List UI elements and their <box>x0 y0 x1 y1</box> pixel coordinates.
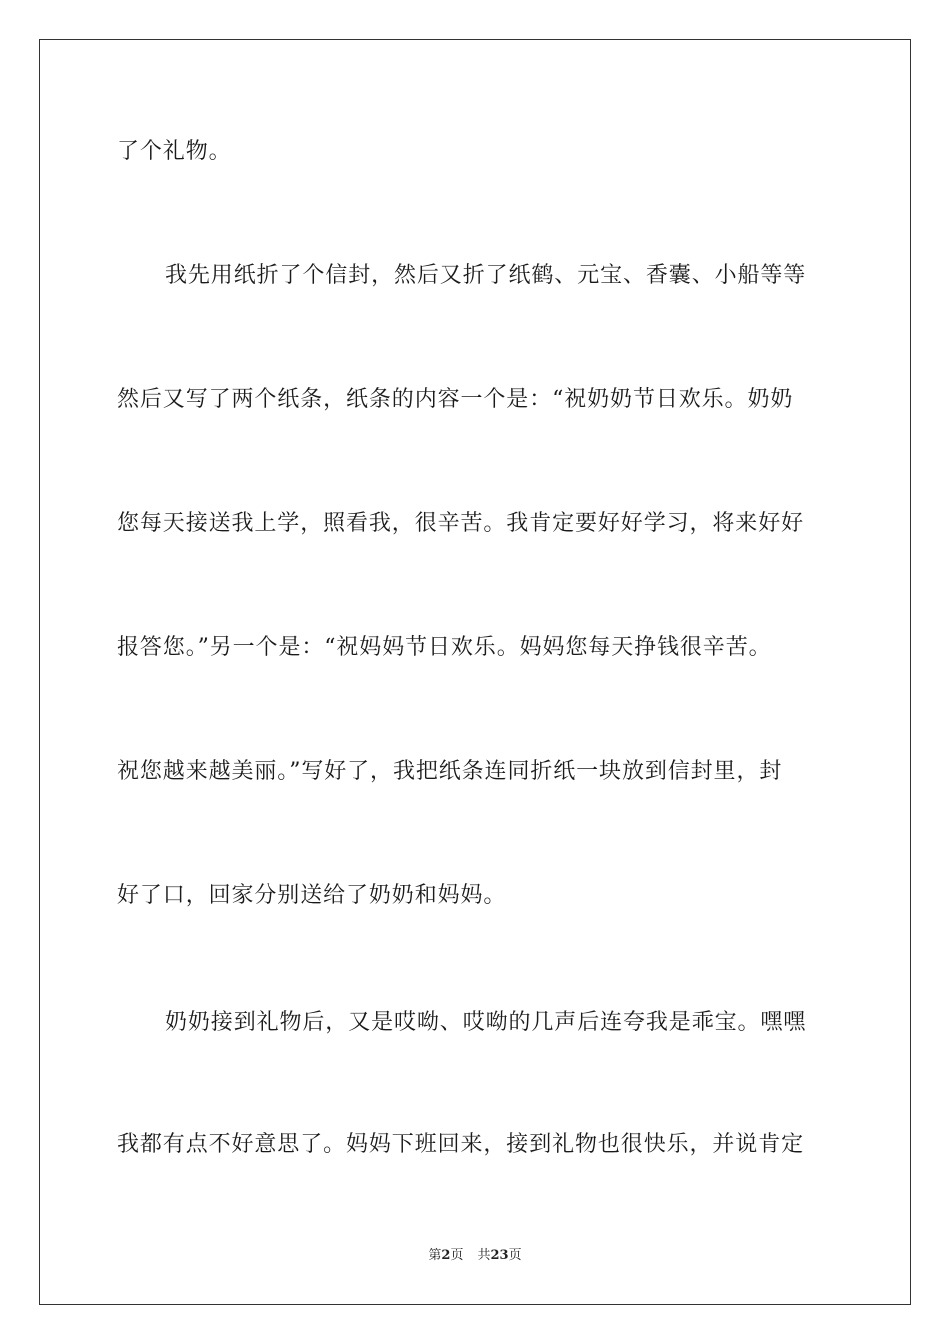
page-number: 2 <box>441 1248 451 1263</box>
total-prefix: 共 <box>477 1248 491 1263</box>
text-line-7: 好了口，回家分别送给了奶奶和妈妈。 <box>117 883 507 908</box>
page-border <box>39 39 911 1305</box>
text-line-6: 祝您越来越美丽。”写好了，我把纸条连同折纸一块放到信封里，封 <box>117 759 783 784</box>
page-suffix: 页 <box>450 1248 464 1263</box>
text-line-1: 了个礼物。 <box>117 139 232 164</box>
text-line-5: 报答您。”另一个是：“祝妈妈节日欢乐。妈妈您每天挣钱很辛苦。 <box>117 635 772 660</box>
total-suffix: 页 <box>508 1248 522 1263</box>
total-pages: 23 <box>490 1248 509 1263</box>
text-line-2: 我先用纸折了个信封，然后又折了纸鹤、元宝、香囊、小船等等 <box>165 263 807 288</box>
text-line-9: 我都有点不好意思了。妈妈下班回来，接到礼物也很快乐，并说肯定 <box>117 1132 805 1157</box>
text-line-8: 奶奶接到礼物后，又是哎呦、哎呦的几声后连夸我是乖宝。嘿嘿 <box>165 1010 807 1035</box>
text-line-4: 您每天接送我上学，照看我，很辛苦。我肯定要好好学习，将来好好 <box>117 511 805 536</box>
page-footer <box>0 1247 950 1265</box>
page-prefix: 第 <box>428 1248 442 1263</box>
text-line-3: 然后又写了两个纸条，纸条的内容一个是：“祝奶奶节日欢乐。奶奶 <box>117 387 794 412</box>
